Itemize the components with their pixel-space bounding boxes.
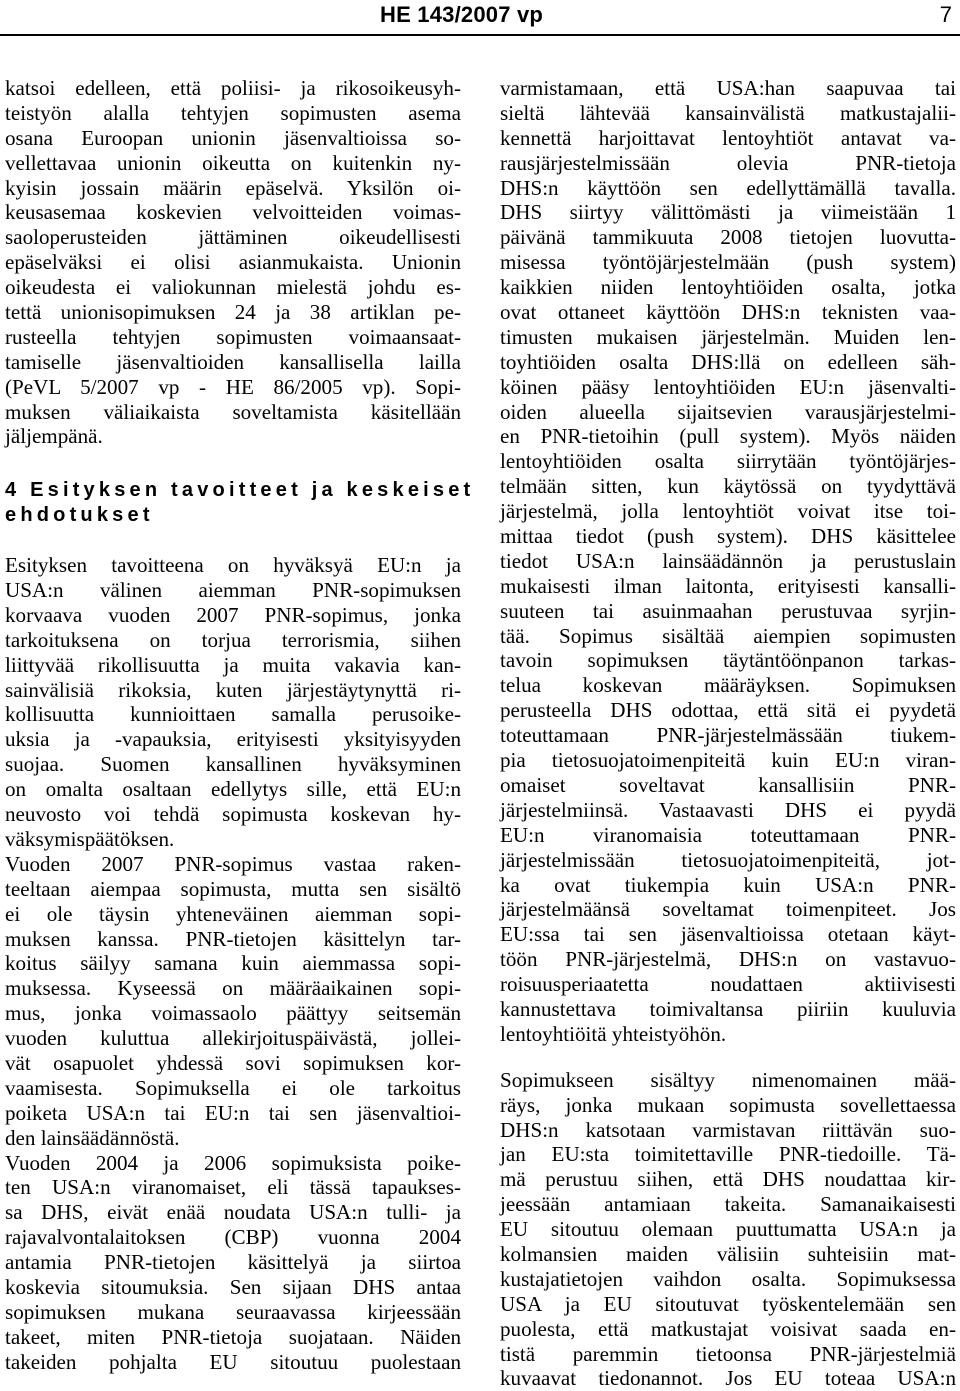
text-line: poiketa USA:n tai EU:n tai sen jäsenvaltioi- [5, 1100, 461, 1125]
text-line: köinen pääsy lentoyhtiöiden EU:n jäsenvalti- [500, 374, 956, 399]
text-line: järjestelmäänsä soveltamat toimenpiteet. Jos [500, 897, 956, 922]
text-line: EU:ssa tai sen jäsenvaltioissa otetaan käyt- [500, 922, 956, 947]
text-line: puolesta, että matkustajat voisivat saada en- [500, 1316, 956, 1341]
text-line: mus, jonka voimassaolo päättyy seitsemän [5, 1001, 461, 1026]
text-line: kannustettava toimivaltansa piiriin kuuluvia [500, 996, 956, 1021]
text-line: tistä paremmin tietoonsa PNR-järjestelmiä [500, 1341, 956, 1366]
text-line: ehdotukset [5, 504, 154, 527]
text-line: mukaisesti ilman laitonta, erityisesti kansalli- [500, 573, 956, 598]
text-line: korvaava vuoden 2007 PNR-sopimus, jonka [5, 602, 461, 627]
page-number: 7 [939, 2, 952, 27]
text-line: ei ole täysin yhteneväinen aiemman sopi- [5, 901, 461, 926]
text-line: vät osapuolet yhdessä sovi sopimuksen kor- [5, 1050, 461, 1075]
text-line: järjestelmiinsä. Vastaavasti DHS ei pyydä [500, 797, 956, 822]
text-line: kennettä harjoittavat lentoyhtiöt antavat va- [500, 125, 956, 150]
text-line: en PNR-tietoihin (pull system). Myös näiden [500, 424, 956, 449]
right-paragraph-2 [500, 1068, 956, 1391]
text-line: järjestelmissään tietosuojatoimenpiteitä, jot- [500, 847, 956, 872]
text-line: toteuttamaan PNR-järjestelmässään tiukem- [500, 723, 956, 748]
text-line: järjestelmä, jolla lentoyhtiöt voivat itse toi- [500, 499, 956, 524]
text-line: kustajatietojen vaihdon osalta. Sopimuksessa [500, 1266, 956, 1291]
text-line: rausjärjestelmissään olevia PNR-tietoja [500, 150, 956, 175]
text-line: takeiden pohjalta EU sitoutuu puolestaan [5, 1349, 461, 1374]
text-line: vuoden kuluttua allekirjoituspäivästä, jollei- [5, 1026, 461, 1051]
text-line: osana Euroopan unionin jäsenvaltioissa so- [5, 125, 461, 150]
text-line: jan EU:sta toimitettaville PNR-tiedoille. Tä- [500, 1142, 956, 1167]
text-line: mä perustuu siihen, että DHS noudattaa kir- [500, 1167, 956, 1192]
left-paragraph-1 [5, 76, 461, 449]
text-line: katsoi edelleen, että poliisi- ja rikosoikeusyh- [5, 76, 461, 100]
text-line: suuteen tai asuinmaahan perustuvaa syrjin- [500, 598, 956, 623]
text-line: omaiset soveltavat kansallisiin PNR- [500, 772, 956, 797]
text-line: rusteella tehtyjen sopimusten voimaansaat- [5, 324, 461, 349]
text-line: koitus säilyy samana kuin aiemmassa sopi- [5, 951, 461, 976]
text-line: päivänä tammikuuta 2008 tietojen luovutta- [500, 225, 956, 250]
text-line: 4 Esityksen tavoitteet ja keskeiset [5, 479, 475, 502]
text-line: kyisin jossain määrin epäselvä. Yksilön oi- [5, 175, 461, 200]
text-line: tarkoituksena on torjua terrorismia, siihen [5, 627, 461, 652]
text-line: DHS:n käyttöön sen edellyttämällä tavalla. [500, 175, 956, 200]
text-line: Vuoden 2007 PNR-sopimus vastaa raken- [5, 851, 461, 876]
text-line: oikeudesta ei valiokunnan mielestä johdu es- [5, 275, 461, 300]
header-rule [0, 34, 960, 36]
text-line: tää. Sopimus sisältää aiempien sopimusten [500, 623, 956, 648]
left-paragraph-4 [5, 1151, 461, 1375]
section-heading [5, 478, 475, 528]
right-paragraph-1 [500, 76, 956, 1047]
text-line: tavoin sopimuksen täytäntöönpanon tarkas- [500, 648, 956, 673]
text-line: DHS:n katsotaan varmistavan riittävän suo- [500, 1117, 956, 1142]
text-line: muksen kanssa. PNR-tietojen käsittelyn tar- [5, 926, 461, 951]
text-line: väksymispäätöksen. [5, 826, 175, 851]
text-line: töön PNR-järjestelmä, DHS:n on vastavuo- [500, 947, 956, 972]
text-line: ka ovat tiukempia kuin USA:n PNR- [500, 872, 956, 897]
text-line: jäljempänä. [5, 424, 103, 449]
text-line: kuvaavat tiedonannot. Jos EU toteaa USA:n [500, 1366, 956, 1391]
text-line: antamia PNR-tietojen käsittelyä ja siirtoa [5, 1250, 461, 1275]
text-line: liittyvää rikollisuutta ja muita vakavia kan- [5, 652, 461, 677]
text-line: sainvälisiä rikoksia, kuten järjestäytynyttä ri- [5, 677, 461, 702]
text-line: ten USA:n viranomaiset, eli tässä tapaukses- [5, 1175, 461, 1200]
left-column [5, 76, 475, 1375]
text-line: oiden alueella sijaitsevien varausjärjestelmi- [500, 399, 956, 424]
document-id: HE 143/2007 vp [380, 2, 544, 27]
text-line: saoloperusteiden jättäminen oikeudellisesti [5, 225, 461, 250]
text-line: epäselväksi ei olisi asianmukaista. Unionin [5, 250, 461, 275]
text-line: sa DHS, eivät enää noudata USA:n tulli- ja [5, 1200, 461, 1225]
text-line: räys, jonka mukaan sopimusta sovellettaessa [500, 1092, 956, 1117]
left-paragraph-3 [5, 852, 461, 1151]
right-column [500, 76, 956, 1391]
text-line: pia tietosuojatoimenpiteitä kuin EU:n viran- [500, 748, 956, 773]
text-line: suojaa. Suomen kansallinen hyväksyminen [5, 752, 461, 777]
text-line: lentoyhtiöitä yhteistyöhön. [500, 1021, 727, 1046]
text-line: kolmansien maiden välisiin suhteisiin mat- [500, 1241, 956, 1266]
text-line: muksen väliaikaista soveltamista käsitellään [5, 399, 461, 424]
text-line: toyhtiöiden osalta DHS:llä on edelleen säh- [500, 349, 956, 374]
text-line: sopimuksen mukana seuraavassa kirjeessään [5, 1299, 461, 1324]
text-line: tamiselle jäsenvaltioiden kansallisella lailla [5, 349, 461, 374]
text-line: tettä unionisopimuksen 24 ja 38 artiklan pe- [5, 300, 461, 325]
text-line: uksia ja -vapauksia, erityisesti yksityisyyden [5, 727, 461, 752]
spacer [5, 528, 461, 553]
text-line: USA ja EU sitoutuvat työskentelemään sen [500, 1291, 956, 1316]
left-paragraph-2 [5, 553, 461, 852]
text-line: keusasemaa koskevien velvoitteiden voimas- [5, 200, 461, 225]
text-line: DHS siirtyy välittömästi ja viimeistään 1 [500, 200, 956, 225]
text-line: EU sitoutuu olemaan puuttumatta USA:n ja [500, 1217, 956, 1242]
spacer [5, 449, 461, 478]
text-line: lentoyhtiöiden osalta siirrytään työntöjärjes- [500, 449, 956, 474]
text-line: jeessään antamiaan takeita. Samanaikaisesti [500, 1192, 956, 1217]
text-line: telua koskevan määräyksen. Sopimuksen [500, 673, 956, 698]
text-line: rajavalvontalaitoksen (CBP) vuonna 2004 [5, 1225, 461, 1250]
text-line: Esityksen tavoitteena on hyväksyä EU:n ja [5, 553, 461, 578]
text-line: ovat ottaneet käyttöön DHS:n teknisten vaa- [500, 300, 956, 325]
text-line: kaikkien niiden lentoyhtiöiden osalta, jotka [500, 275, 956, 300]
text-line: mittaa tiedot (push system). DHS käsittelee [500, 524, 956, 549]
text-line: koskevia sitoumuksia. Sen sijaan DHS antaa [5, 1274, 461, 1299]
page-header [0, 0, 960, 34]
text-line: USA:n välinen aiemman PNR-sopimuksen [5, 578, 461, 603]
text-line: teistyön alalla tehtyjen sopimusten asema [5, 100, 461, 125]
text-line: vellettavaa unionin oikeutta on kuitenkin ny- [5, 150, 461, 175]
text-line: roisuusperiaatetta noudattaen aktiivisesti [500, 972, 956, 997]
text-line: den lainsäädännöstä. [5, 1125, 180, 1150]
text-line: teeltaan aiempaa sopimusta, mutta sen sisältö [5, 876, 461, 901]
text-line: neuvosto voi tehdä sopimusta koskevan hy- [5, 802, 461, 827]
text-line: EU:n viranomaisia toteuttamaan PNR- [500, 822, 956, 847]
text-line: Vuoden 2004 ja 2006 sopimuksista poike- [5, 1150, 461, 1175]
text-line: (PeVL 5/2007 vp - HE 86/2005 vp). Sopi- [5, 374, 461, 399]
text-line: misessa työntöjärjestelmään (push system) [500, 250, 956, 275]
text-line: vaamisesta. Sopimuksella ei ole tarkoitus [5, 1075, 461, 1100]
text-line: tiedot USA:n lainsäädännön ja perustuslain [500, 548, 956, 573]
text-line: timusten mukaisen järjestelmän. Muiden len- [500, 324, 956, 349]
text-line: muksessa. Kyseessä on määräaikainen sopi- [5, 976, 461, 1001]
text-line: varmistamaan, että USA:han saapuvaa tai [500, 76, 956, 100]
text-line: takeet, miten PNR-tietoja suojataan. Näiden [5, 1324, 461, 1349]
text-line: kollisuutta kunnioittaen samalla perusoike- [5, 702, 461, 727]
spacer [500, 1047, 956, 1068]
text-line: sieltä lähtevää kansainvälistä matkustajalii- [500, 100, 956, 125]
text-line: Sopimukseen sisältyy nimenomainen mää- [500, 1067, 956, 1092]
text-line: telmään sitten, kun käytössä on tyydyttävä [500, 474, 956, 499]
text-line: on omalta osaltaan edellytys sille, että EU:n [5, 777, 461, 802]
text-line: perusteella DHS odottaa, että sitä ei pyydetä [500, 698, 956, 723]
